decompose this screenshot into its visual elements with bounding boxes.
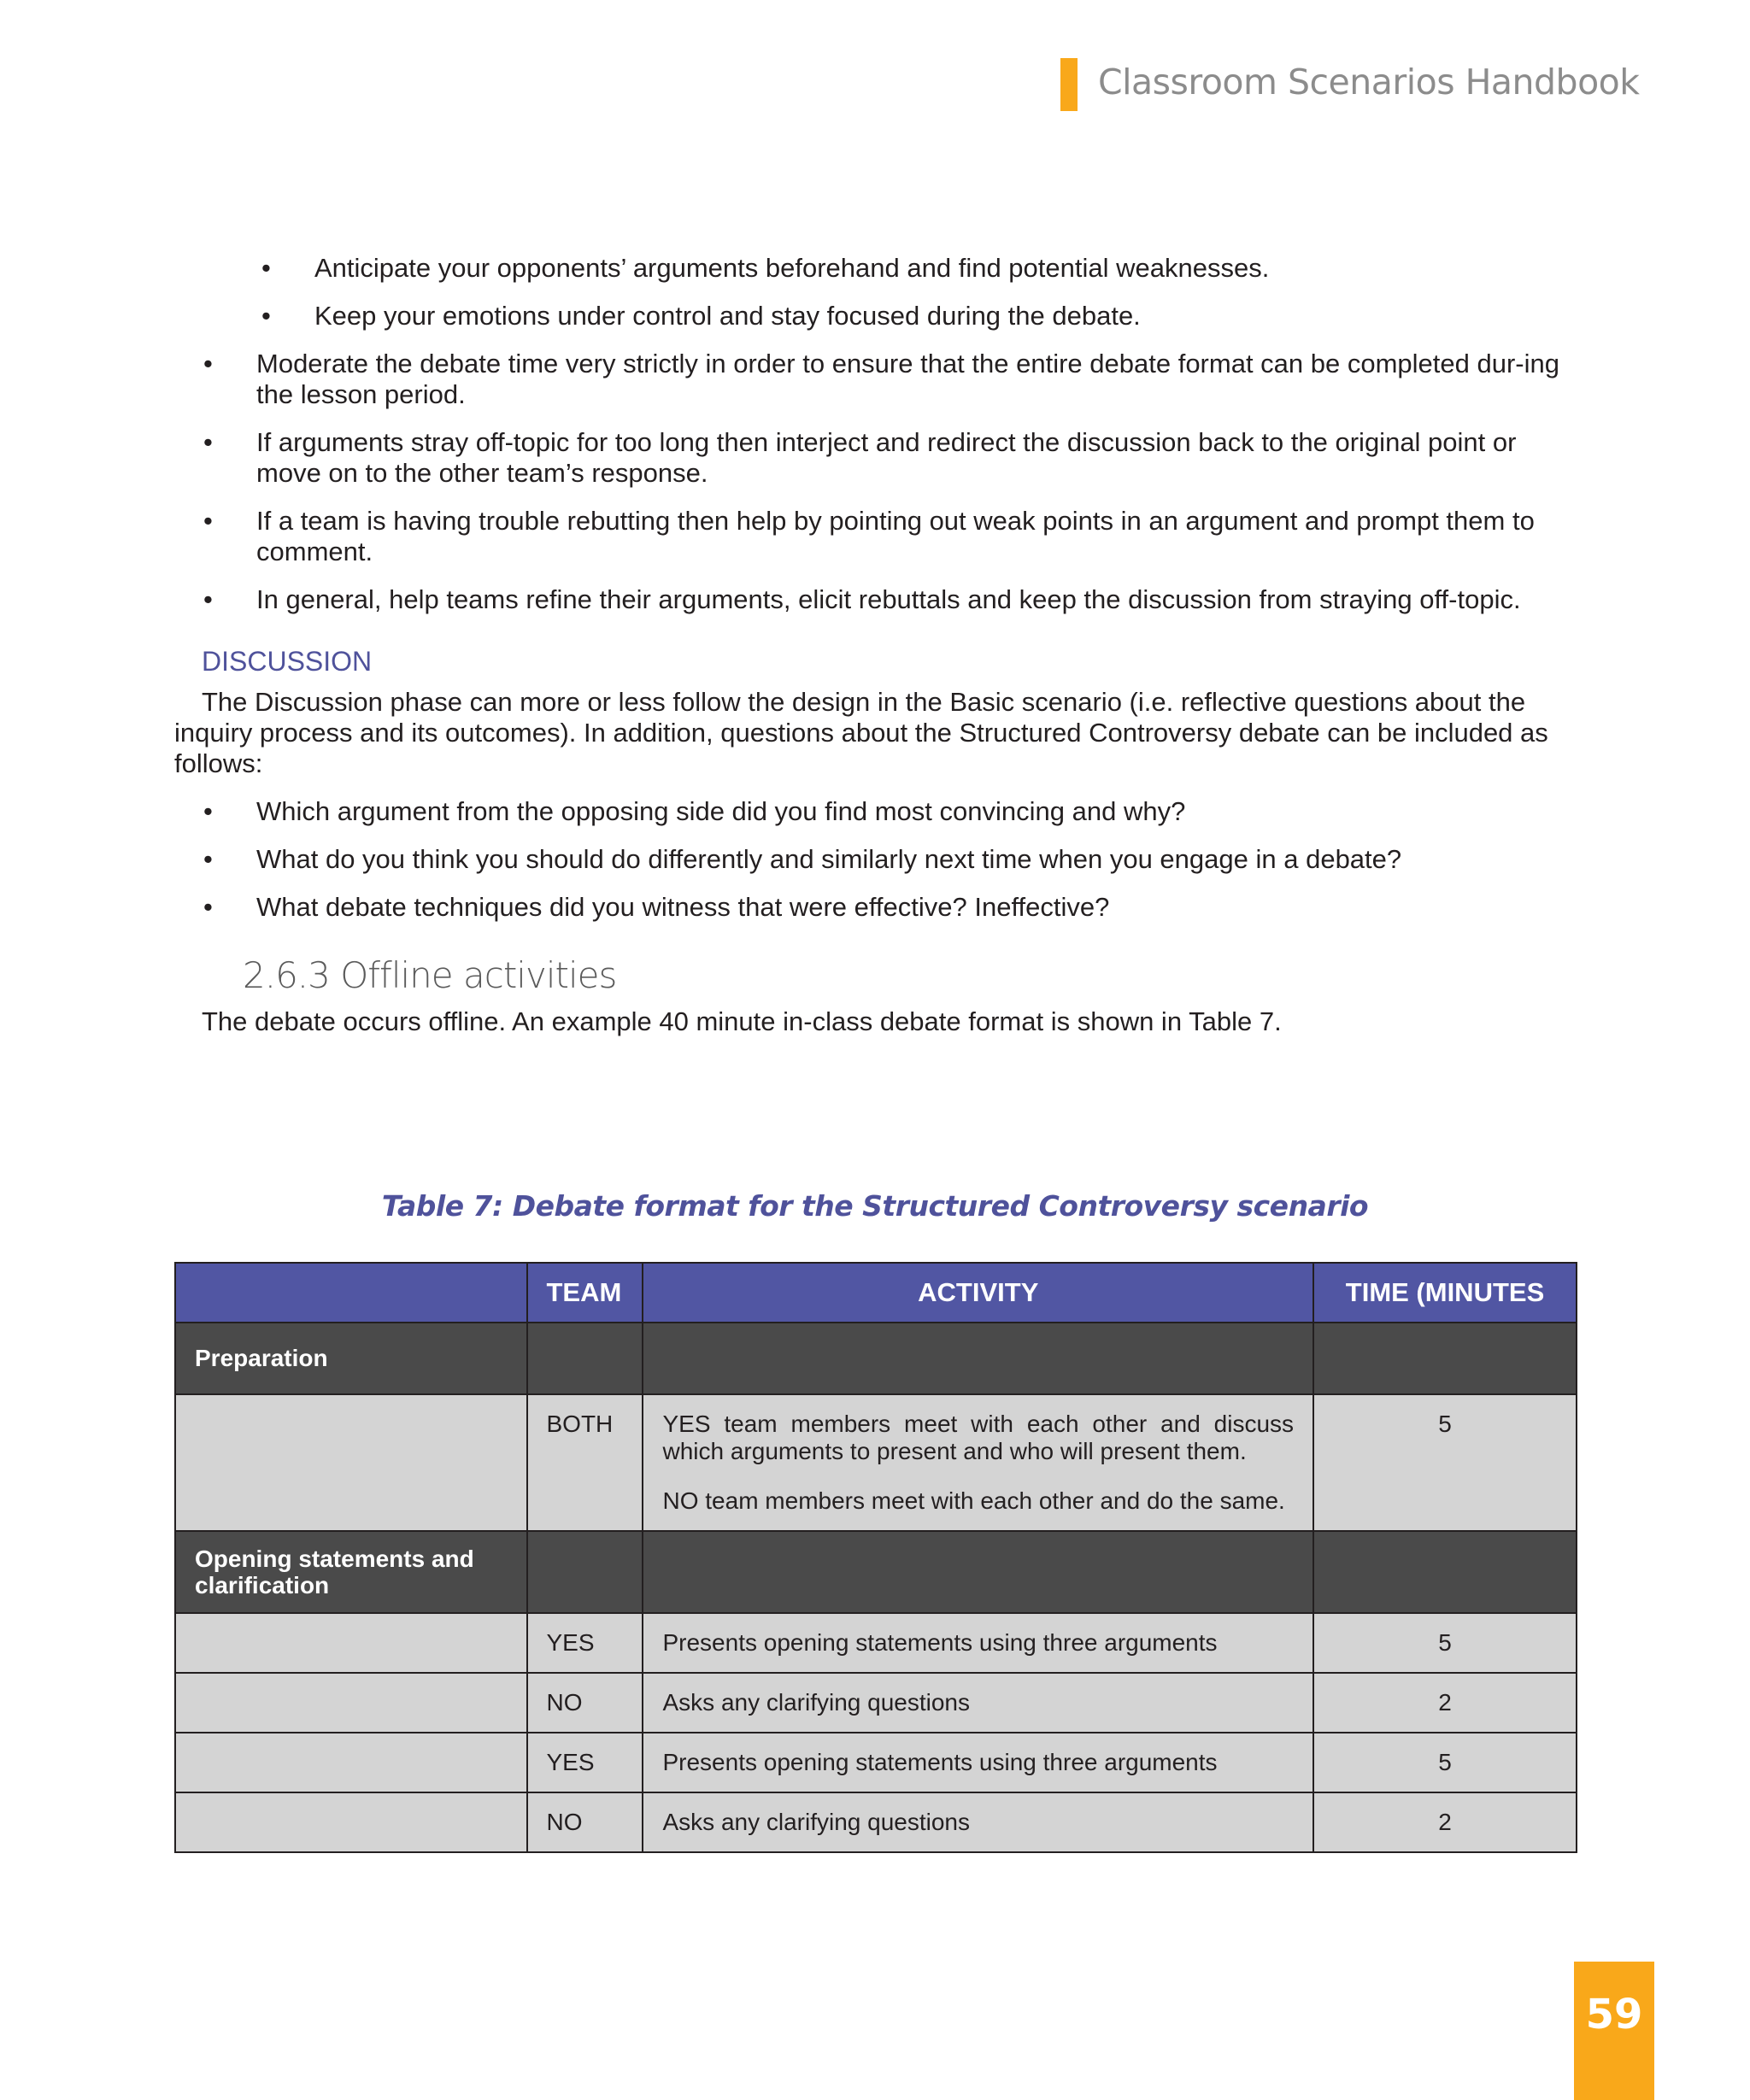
section-label: Preparation (175, 1323, 527, 1394)
team-cell: YES (527, 1733, 643, 1792)
bullet-icon: • (261, 301, 271, 331)
table-row (175, 1613, 1577, 1673)
list-item: • In general, help teams refine their arguments, elicit rebuttals and keep the discussion from straying off-topic. (203, 584, 1521, 614)
bullet-icon: • (203, 844, 213, 874)
discussion-paragraph: The Discussion phase can more or less follow the design in the Basic scenario (i.e. reflective questions about the inquiry process and its outcomes). In addition, questions about the Structured Controversy debate can be included as follows: (174, 687, 1548, 778)
list-item: • What debate techniques did you witness that were effective? Ineffective? (203, 892, 1110, 922)
activity-cell: Asks any clarifying questions (643, 1673, 1313, 1733)
table-row (175, 1733, 1577, 1792)
list-item: • Which argument from the opposing side did you find most convincing and why? (203, 796, 1186, 826)
activity-cell: Presents opening statements using three arguments (643, 1733, 1313, 1792)
header-phase (175, 1263, 527, 1323)
list-item: • If a team is having trouble rebutting then help by pointing out weak points in an argument and prompt them to comment. (203, 506, 1535, 566)
table-caption: Table 7: Debate format for the Structured Controversy scenario (381, 1189, 1369, 1223)
time-cell: 2 (1313, 1673, 1577, 1733)
team-cell: BOTH (527, 1394, 643, 1531)
time-cell: 5 (1313, 1733, 1577, 1792)
team-cell: YES (527, 1613, 643, 1673)
time-cell: 5 (1313, 1613, 1577, 1673)
discussion-heading: DISCUSSION (202, 646, 373, 677)
time-cell: 2 (1313, 1792, 1577, 1852)
header-accent-bar (1060, 58, 1078, 111)
header-time: TIME (MINUTES (1313, 1263, 1577, 1323)
list-item: • If arguments stray off-topic for too long then interject and redirect the discussion back to the original point or move on to the other team’s response. (203, 427, 1517, 488)
activity-cell: Presents opening statements using three arguments (643, 1613, 1313, 1673)
table-row (175, 1673, 1577, 1733)
time-cell: 5 (1313, 1394, 1577, 1531)
bullet-icon: • (203, 427, 213, 457)
bullet-icon: • (261, 253, 271, 283)
section-row-opening (175, 1531, 1577, 1613)
activity-cell: Asks any clarifying questions (643, 1792, 1313, 1852)
offline-paragraph: The debate occurs offline. An example 40 minute in-class debate format is shown in Table 7. (202, 1006, 1282, 1036)
running-header-title: Classroom Scenarios Handbook (1098, 62, 1640, 103)
team-cell: NO (527, 1792, 643, 1852)
list-item: • Anticipate your opponents’ arguments beforehand and find potential weaknesses. (261, 253, 1270, 283)
page-body (174, 253, 1576, 1054)
page-number: 59 (1585, 1991, 1643, 2038)
list-item: • Keep your emotions under control and stay focused during the debate. (261, 301, 1141, 331)
table-header-row (175, 1263, 1577, 1323)
bullet-icon: • (203, 349, 213, 378)
activity-cell: YES team members meet with each other and discuss which arguments to present and who will present them. NO team members meet with each other and do the same. (643, 1394, 1313, 1531)
section-row-preparation (175, 1323, 1577, 1394)
bullet-icon: • (203, 892, 213, 922)
header-activity: ACTIVITY (643, 1263, 1313, 1323)
team-cell: NO (527, 1673, 643, 1733)
section-heading-offline: 2.6.3 Offline activities (243, 954, 617, 996)
header-team: TEAM (527, 1263, 643, 1323)
bullet-icon: • (203, 584, 213, 614)
table-row (175, 1394, 1577, 1531)
list-item: • Moderate the debate time very strictly in order to ensure that the entire debate format can be completed dur-ing the lesson period. (203, 349, 1559, 409)
bullet-icon: • (203, 506, 213, 536)
bullet-icon: • (203, 796, 213, 826)
debate-format-table (174, 1262, 1577, 1853)
table-row (175, 1792, 1577, 1852)
list-item: • What do you think you should do differently and similarly next time when you engage in a debate? (203, 844, 1402, 874)
section-label: Opening statements and clarification (175, 1531, 527, 1613)
